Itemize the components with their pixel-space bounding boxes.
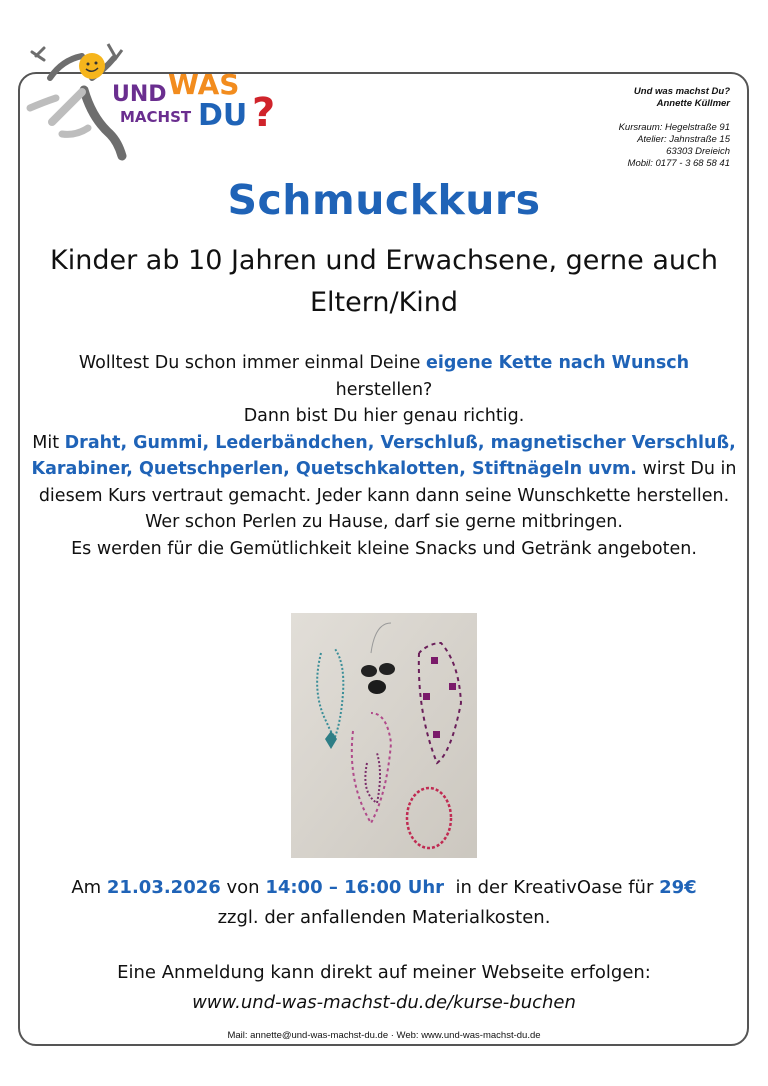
materials-highlight: Draht, Gummi, Lederbändchen, Verschluß, magnetischer Verschluß, Karabiner, Quetschperlen, Quetschkalotten, Stiftnägeln uvm. [31, 432, 736, 479]
intro-text-end: herstellen? [335, 379, 433, 400]
contact-block [490, 86, 730, 170]
logo-machst: MACHST [120, 108, 192, 126]
und-was-machst-du-logo [22, 38, 284, 166]
event-venue: in der KreativOase für [444, 877, 660, 898]
paragraph-intro [26, 350, 742, 403]
subtitle-line-1: Kinder ab 10 Jahren und Erwachsene, gerne auch [50, 245, 718, 276]
contact-name-2: Annette Küllmer [656, 98, 730, 109]
logo-was: WAS [168, 68, 240, 101]
intro-highlight: eigene Kette nach Wunsch [425, 353, 690, 373]
logo-question-mark: ? [252, 90, 276, 136]
paragraph-right-place: Dann bist Du hier genau richtig. [243, 406, 525, 426]
logo-und: UND [112, 82, 167, 107]
audience-subtitle [26, 240, 742, 324]
page-title: Schmuckkurs [227, 176, 541, 224]
event-details [26, 873, 742, 933]
event-from: von [220, 877, 266, 898]
materials-prefix: Mit [32, 432, 65, 453]
event-date: 21.03.2026 [106, 877, 221, 898]
paragraph-snacks: Es werden für die Gemütlichkeit kleine Snacks und Getränk angeboten. [71, 538, 697, 559]
footer-contact: Mail: annette@und-was-machst-du.de · Web: www.und-was-machst-du.de [227, 1030, 541, 1041]
logo-du: DU [198, 98, 248, 133]
event-line-2: zzgl. der anfallenden Materialkosten. [217, 907, 551, 928]
signup-text: Eine Anmeldung kann direkt auf meiner Webseite erfolgen: [117, 962, 651, 983]
signup-info [26, 958, 742, 1018]
contact-atelier: Atelier: Jahnstraße 15 [637, 134, 730, 145]
event-line-1 [26, 873, 742, 903]
contact-mobile: Mobil: 0177 - 3 68 58 41 [627, 158, 730, 169]
course-description [26, 350, 742, 562]
contact-city: 63303 Dreieich [666, 146, 730, 157]
subtitle-line-2: Eltern/Kind [309, 287, 459, 318]
necklaces-image [291, 613, 477, 858]
event-time: 14:00 – 16:00 Uhr [265, 877, 445, 898]
paragraph-materials [26, 430, 742, 536]
intro-text: Wolltest Du schon immer einmal Deine [78, 353, 426, 373]
event-prefix: Am [71, 877, 107, 898]
materials-text: wirst Du in diesem Kurs vertraut gemacht. Jeder kann dann seine Wunschkette herstellen. Wer schon Perlen zu Hause, darf sie gerne mitbringen. [38, 459, 737, 532]
event-price: 29€ [659, 877, 697, 898]
signup-link[interactable]: www.und-was-machst-du.de/kurse-buchen [192, 992, 576, 1013]
contact-kursraum: Kursraum: Hegelstraße 91 [618, 122, 730, 133]
contact-name-1: Und was machst Du? [633, 86, 730, 97]
necklaces-photo [291, 613, 477, 858]
